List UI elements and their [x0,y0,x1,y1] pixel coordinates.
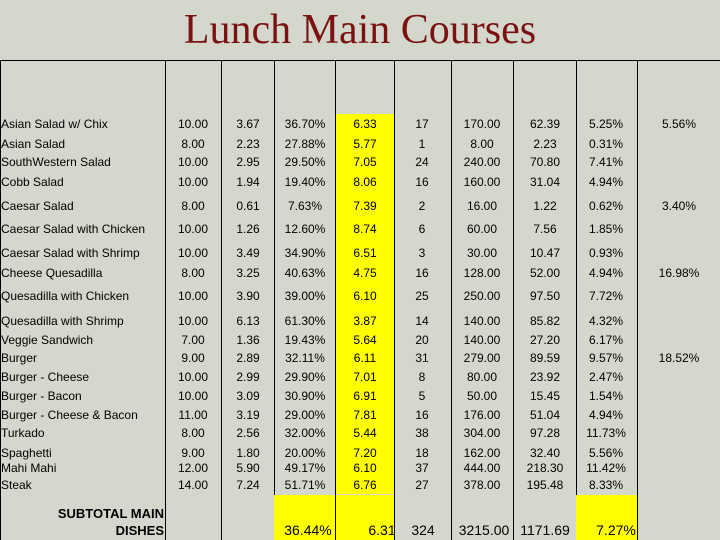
row-cost: 3.25 [236,266,260,280]
row-margin: 7.01 [353,370,377,384]
row-pct: 19.43% [284,333,326,347]
row-margin: 4.75 [353,266,377,280]
row-pct: 29.00% [284,408,326,422]
column-divider [513,60,514,540]
row-price: 10.00 [177,155,209,169]
row-price: 10.00 [177,389,209,403]
row-cost: 3.09 [236,389,260,403]
row-income: 444.00 [463,461,501,475]
row-income: 240.00 [463,155,501,169]
row-margin: 5.44 [353,426,377,440]
row-margin: 3.87 [353,314,377,328]
row-pop: 7.41% [588,155,624,169]
row-pop: 0.62% [588,199,624,213]
row-income: 279.00 [463,351,501,365]
row-pop: 7.72% [588,289,624,303]
row-price: 12.00 [177,461,209,475]
column-divider [221,60,222,540]
row-total: 70.80 [529,155,561,169]
row-total: 85.82 [529,314,561,328]
row-price: 10.00 [177,222,209,236]
row-margin: 6.11 [353,351,377,365]
row-total: 218.30 [526,461,564,475]
row-name: Quesadilla with Chicken [1,289,130,303]
row-pct: 7.63% [287,199,323,213]
subtotal-total: 1171.69 [520,522,570,538]
row-income: 8.00 [470,137,494,151]
row-pct: 29.50% [284,155,326,169]
row-name: Asian Salad [1,137,66,151]
row-eng: 5.56% [661,117,697,131]
row-pct: 49.17% [284,461,326,475]
subtotal-income: 3215.00 [458,522,510,538]
column-divider [576,60,577,540]
row-price: 8.00 [181,266,205,280]
row-margin: 6.76 [353,478,377,492]
row-income: 250.00 [463,289,501,303]
row-cost: 1.26 [236,222,260,236]
row-price: 8.00 [181,199,205,213]
row-total: 52.00 [529,266,561,280]
row-pop: 1.85% [588,222,624,236]
row-pct: 19.40% [284,175,326,189]
row-pop: 11.42% [586,461,626,475]
page-title: Lunch Main Courses [183,7,537,53]
row-name: Asian Salad w/ Chix [1,117,108,131]
row-price: 9.00 [181,351,205,365]
row-cost: 0.61 [236,199,260,213]
row-pct: 39.00% [284,289,326,303]
row-total: 32.40 [529,446,561,460]
row-pop: 11.73% [586,426,626,440]
row-sold: 20 [415,333,429,347]
row-pct: 36.70% [284,117,326,131]
row-price: 10.00 [177,117,209,131]
row-price: 7.00 [181,333,205,347]
row-cost: 1.80 [236,446,260,460]
row-pct: 32.00% [284,426,326,440]
row-sold: 5 [418,389,426,403]
row-margin: 7.20 [353,446,377,460]
row-sold: 6 [418,222,426,236]
subtotal-pct: 36.44% [284,522,332,538]
row-total: 7.56 [533,222,557,236]
row-sold: 1 [418,137,426,151]
row-sold: 31 [415,351,429,365]
row-sold: 37 [415,461,429,475]
row-pct: 30.90% [284,389,326,403]
row-cost: 2.56 [236,426,260,440]
row-name: Cheese Quesadilla [1,266,103,280]
row-total: 97.50 [529,289,561,303]
row-total: 89.59 [529,351,561,365]
row-pop: 4.94% [588,408,624,422]
row-cost: 2.95 [236,155,260,169]
row-income: 378.00 [463,478,501,492]
column-divider [637,60,638,540]
row-cost: 1.94 [236,175,260,189]
row-price: 8.00 [181,137,205,151]
row-sold: 17 [415,117,429,131]
row-name: SouthWestern Salad [1,155,111,169]
row-price: 10.00 [177,246,209,260]
row-income: 162.00 [463,446,501,460]
row-price: 10.00 [177,370,209,384]
row-total: 31.04 [529,175,561,189]
row-sold: 16 [415,175,429,189]
row-income: 160.00 [463,175,501,189]
row-pop: 5.25% [588,117,624,131]
row-income: 60.00 [466,222,498,236]
row-cost: 3.49 [236,246,260,260]
row-pct: 32.11% [285,351,325,365]
row-margin: 6.33 [353,117,377,131]
row-cost: 2.99 [236,370,260,384]
row-cost: 3.90 [236,289,260,303]
row-total: 23.92 [529,370,561,384]
row-pop: 9.57% [588,351,624,365]
row-cost: 6.13 [236,314,260,328]
row-sold: 14 [415,314,429,328]
row-margin: 6.91 [353,389,377,403]
row-pop: 4.94% [588,266,624,280]
row-pop: 4.32% [588,314,624,328]
row-cost: 1.36 [236,333,260,347]
row-name: Caesar Salad with Chicken [1,222,146,236]
row-sold: 3 [418,246,426,260]
row-sold: 18 [415,446,429,460]
row-cost: 3.67 [236,117,260,131]
row-total: 97.28 [529,426,561,440]
row-margin: 5.77 [353,137,377,151]
row-income: 16.00 [466,199,498,213]
row-name: Spaghetti [1,446,52,460]
row-price: 8.00 [181,426,205,440]
row-eng: 18.52% [658,351,700,365]
row-name: Steak [1,478,32,492]
row-cost: 5.90 [236,461,260,475]
row-sold: 25 [415,289,429,303]
row-sold: 8 [418,370,426,384]
row-pct: 40.63% [284,266,326,280]
row-name: Burger - Bacon [1,389,82,403]
row-name: Caesar Salad with Shrimp [1,246,140,260]
row-price: 11.00 [178,408,208,422]
row-pop: 1.54% [588,389,624,403]
row-name: Quesadilla with Shrimp [1,314,124,328]
row-pct: 51.71% [284,478,326,492]
row-price: 10.00 [177,314,209,328]
row-pct: 12.60% [284,222,326,236]
row-total: 10.47 [529,246,561,260]
row-income: 170.00 [463,117,501,131]
row-pop: 8.33% [588,478,624,492]
row-name: Burger - Cheese & Bacon [1,408,138,422]
row-price: 10.00 [177,289,209,303]
row-total: 27.20 [529,333,561,347]
row-eng: 16.98% [658,266,700,280]
row-margin: 6.10 [353,461,377,475]
row-sold: 24 [415,155,429,169]
row-name: Mahi Mahi [1,461,57,475]
row-total: 62.39 [529,117,561,131]
row-margin: 6.51 [353,246,377,260]
row-margin: 7.81 [353,408,377,422]
row-total: 15.45 [529,389,561,403]
row-sold: 16 [415,408,429,422]
row-income: 304.00 [463,426,501,440]
column-divider [451,60,452,540]
row-name: Caesar Salad [1,199,74,213]
row-sold: 16 [415,266,429,280]
row-income: 176.00 [463,408,501,422]
row-margin: 8.06 [353,175,377,189]
row-eng: 3.40% [661,199,697,213]
row-total: 2.23 [533,137,557,151]
column-divider [165,60,166,540]
row-pop: 2.47% [588,370,624,384]
row-cost: 2.89 [236,351,260,365]
row-pop: 0.93% [588,246,624,260]
row-income: 128.00 [463,266,501,280]
row-pct: 34.90% [284,246,326,260]
row-name: Veggie Sandwich [1,333,94,347]
row-margin: 6.10 [353,289,377,303]
row-cost: 3.19 [236,408,260,422]
row-income: 140.00 [463,333,501,347]
row-pct: 27.88% [284,137,326,151]
row-name: Cobb Salad [1,175,64,189]
subtotal-margin: 6.31 [368,522,396,538]
row-name: Burger [1,351,38,365]
row-name: Burger - Cheese [1,370,90,384]
row-total: 195.48 [526,478,564,492]
row-name: Turkado [1,426,45,440]
row-cost: 2.23 [236,137,260,151]
column-divider [394,60,395,540]
row-pop: 0.31% [588,137,624,151]
row-income: 50.00 [466,389,498,403]
row-price: 10.00 [177,175,209,189]
row-price: 9.00 [181,446,205,460]
row-income: 140.00 [463,314,501,328]
row-sold: 38 [415,426,429,440]
row-margin: 7.05 [353,155,377,169]
row-pct: 20.00% [284,446,326,460]
row-margin: 5.64 [353,333,377,347]
row-sold: 2 [418,199,426,213]
row-pop: 4.94% [588,175,624,189]
subtotal-sold: 324 [411,522,435,538]
row-price: 14.00 [177,478,209,492]
row-income: 30.00 [466,246,498,260]
row-pop: 6.17% [588,333,624,347]
row-total: 51.04 [529,408,561,422]
subtotal-pop: 7.27% [596,522,636,538]
row-total: 1.22 [533,199,557,213]
row-margin: 8.74 [353,222,377,236]
subtotal-label-2: DISHES [115,523,164,538]
row-pop: 5.56% [588,446,624,460]
row-pct: 29.90% [284,370,326,384]
row-sold: 27 [415,478,429,492]
row-income: 80.00 [466,370,498,384]
row-pct: 61.30% [284,314,326,328]
row-cost: 7.24 [236,478,260,492]
row-margin: 7.39 [353,199,377,213]
subtotal-label-1: SUBTOTAL MAIN [57,506,164,521]
column-divider [274,60,275,540]
